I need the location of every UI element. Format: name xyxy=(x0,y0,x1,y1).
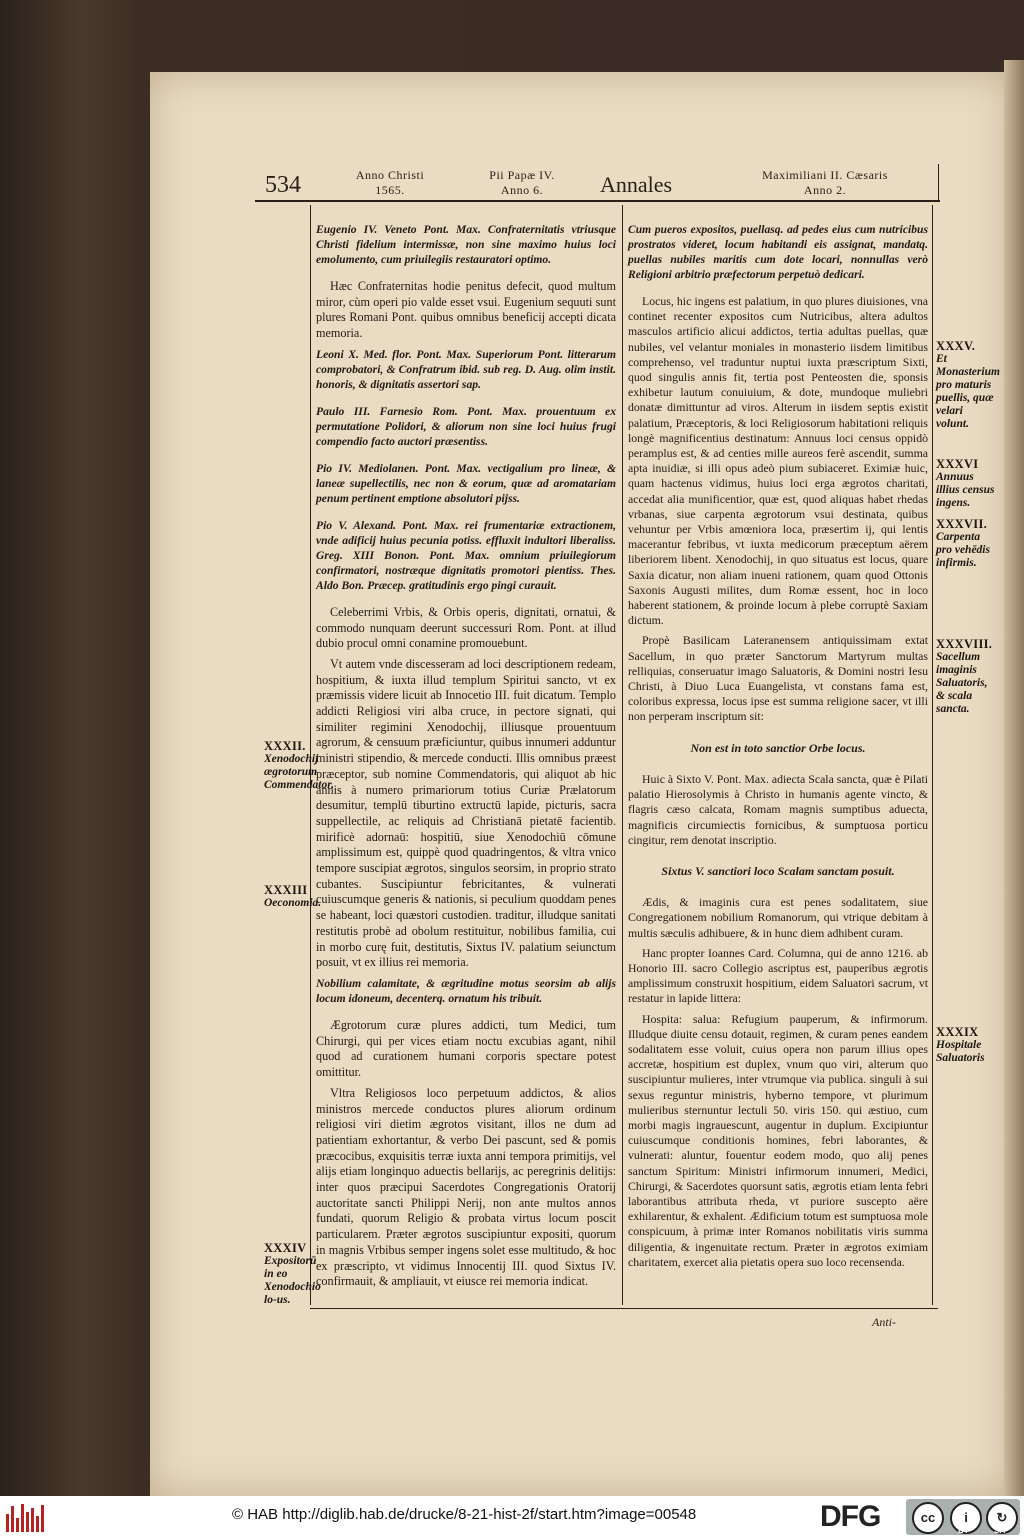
inscription-paragraph: Pio V. Alexand. Pont. Max. rei frumentariæ extractionem, vnde adificij huius pecunia potiss. effluxit indultori liberaliss. Greg. XIII Bonon. Pont. Max. omnium priuilegiorum confirmatori, nostræque dignitatis promotori pientiss. Thes. Aldo Bon. Præcep. gratitudinis ergo pingi curauit. xyxy=(316,518,616,592)
header-emperor xyxy=(720,168,930,198)
inscription-paragraph: Cum pueros expositos, puellasq. ad pedes eius cum nutricibus prostratos videret, locum habitandi eis assignat, mandatq. puellas nubiles maritis cum dote locari, nonnullas verò Religioni arbitrio præfectorum perpetuò dedicari. xyxy=(628,223,928,281)
body-paragraph: Huic à Sixto V. Pont. Max. adiecta Scala sancta, quæ è Pilati palatio Hierosolymis à Christo in humanis agente vincto, & flagris cæso calcata, Romam magnis sumptibus aduecta, magnificis circumiectis fornicibus, & sumptuosa porticu cingitur, rem denotat inscriptio. xyxy=(628,771,928,847)
body-paragraph: Hæc Confraternitas hodie penitus defecit, quod multum miror, cùm operi pio valde esset vsui. Eugenium sequuti sunt plures Romani Pont. quibus omnibus beneficij accepti dicata memoria. xyxy=(316,279,616,341)
inscription-paragraph: Paulo III. Farnesio Rom. Pont. Max. prouentuum ex permutatione Polidori, & aliorum non sine loci huius frugi compendio facto auctori præsentiss. xyxy=(316,404,616,448)
body-paragraph: Ædis, & imaginis cura est penes sodalitatem, siue Congregationem nobilium Romanorum, qui vtrique debitam à multis sæculis adhibuere, & in hunc diem adhibent curam. xyxy=(628,895,928,940)
header-anno-christi xyxy=(330,168,450,198)
margin-note-number: XXXV. xyxy=(936,339,976,353)
right-margin-rule xyxy=(932,205,933,1305)
margin-note-number: XXXVII. xyxy=(936,517,988,531)
cc-icon: cc xyxy=(912,1502,944,1534)
margin-note-text: Hospitale Saluatoris xyxy=(936,1039,985,1064)
page-number: 534 xyxy=(265,172,301,198)
dfg-logo[interactable]: DFG xyxy=(820,1500,881,1533)
anno-christi-label: Anno Christi xyxy=(355,168,425,182)
footer-rule xyxy=(310,1308,938,1309)
margin-note-number: XXXIV xyxy=(264,1241,307,1255)
margin-note-text: Sacellum imaginis Saluatoris, & scala sancta. xyxy=(936,651,988,715)
margin-note-text: Expositorū in eo Xenodochio lo-us. xyxy=(264,1255,321,1306)
body-paragraph: Hanc propter Ioannes Card. Columna, qui de anno 1216. ab Honorio III. sacro Collegio ascriptus est, pauperibus ægrotis amplissimum construxit hospitium, eidem Saluatori sacrum, vt restatur in lapide littera: xyxy=(628,945,928,1006)
person-attribution-icon: i xyxy=(950,1502,982,1534)
body-paragraph: Vltra Religiosos loco perpetuum addictos, & alios ministros mercede conductos plures aliorum ordinum religiosi viri dietim ægrotos visitant, illos ne dum ad patientiam exhortantur, & verbo Dei pascunt, sed & pomis præcocibus, exquisitis terræ iuxta anni tempora primitijs, vel alijs etiam longinquo aduectis bellarijs, ac peregrinis delitijs: inter quos præcipui Sacerdotes Congregationis Oratorij auctoritate sancti Philippi Nerij, non ante multos annos fundati, quorum Religio & probata virtus locum poscit particularem. Præter ægrotos suscipiuntur expositi, quorum in magnis Vrbibus semper ingens solet esse multitudo, & hoc ex præscripto, vt vidimus Innocentij III. quod Sixtus IV. confirmauit, & ampliauit, vt eiusce rei memoria indicat. xyxy=(316,1085,616,1289)
margin-note-number: XXXIII xyxy=(264,883,308,897)
share-alike-icon: ↻ xyxy=(986,1502,1018,1534)
anno-year: 1565. xyxy=(375,183,405,197)
margin-note-text: Carpenta pro vehēdis infirmis. xyxy=(936,531,990,569)
margin-note-text: Annuus illius census ingens. xyxy=(936,471,995,509)
margin-note-number: XXXVIII. xyxy=(936,637,993,651)
margin-note-number: XXXIX xyxy=(936,1025,979,1039)
emperor-label: Maximiliani II. Cæsaris xyxy=(762,168,888,182)
inscription-paragraph: Eugenio IV. Veneto Pont. Max. Confraternitatis vtriusque Christi fidelium intermissæ, non sine maximo huius loci emolumento, cum priuilegiis restauratori optimo. xyxy=(316,223,616,266)
inscription-paragraph: Leoni X. Med. flor. Pont. Max. Superiorum Pont. litterarum comprobatori, & Confratrum ibid. sub reg. D. Aug. olim instit. honoris, & dignitatis assertori sap. xyxy=(316,347,616,391)
inscription-line: Non est in toto sanctior Orbe locus. xyxy=(690,740,866,755)
margin-note-36 xyxy=(936,458,996,510)
body-paragraph: Ægrotorum curæ plures addicti, tum Medici, tum Chirurgi, qui per vices etiam noctu excubias agant, nihil quod ad curationem humani corporis spectare potest omittitur. xyxy=(316,1017,616,1080)
left-text-column xyxy=(316,222,616,1295)
running-title: Annales xyxy=(600,172,673,197)
margin-note-35 xyxy=(936,339,1000,431)
margin-note-number: XXXII. xyxy=(264,739,306,753)
margin-note-text: Xenodochij ægrotorum Commendator. xyxy=(264,753,334,791)
cc-by-label: BY xyxy=(958,1526,970,1535)
pope-year: Anno 6. xyxy=(500,183,544,197)
body-paragraph: Locus, hic ingens est palatium, in quo plures diuisiones, vna continet recenter expositos cum Nutricibus, altera adultos masculos artificio alicui addictos, tertia adultas puellas, quæ nubiles, vel velantur moniales in monasterio iisdem limitibus comprehenso, vel traduntur nuptui iuxta præscriptum Sixti, quod singulis annis fit, tertia post Penteosten die, sponsis exhibetur lautum conuiuium, & dote, mundoque muliebri donatæ dimittuntur ad viros. Alterum in iisdem septis existit palatium, Præceptoris, & loci Religiosorum habitationi reliquis longè magnificentius destinatum: Annuus loci census oppidò peramplus est, & ad centies mille aureos ferè ascendit, summa apta inuidiæ, si illi opus adeò pium subiaceret. Eximiæ huic, quam hactenus vidimus, huius loci erga ægrotos charitati, accedat alia munificentior, quæ est, quod aliquas habet rhedas vrbanas, siue carpenta ægrotorum vsui destinata, quibus vehuntur per Vrbis amœniora loca, præsertim ij, qui lentis macerantur febribus, vt iuxta medicorum præceptum aërem liberiorem libent. Xenodochij, in quo situatus est locus, quare Saxia dicatur, non aliam inueni rationem, quam quod Ottonis Saxonis Augusti milites, dum Romæ essent, hoc in loco haberent stationem, & proinde locum à plebe corruptè Saxiam dictum. xyxy=(628,294,928,628)
header-right-rule xyxy=(938,164,939,202)
right-text-column xyxy=(628,222,928,1275)
margin-note-39 xyxy=(936,1026,996,1065)
body-paragraph: Propè Basilicam Lateranensem antiquissimam extat Sacellum, in quo præter Sanctorum Martyrum multas relliquias, conseruatur imago Saluatoris, & Domini nostri Iesu Christi, à Diuo Luca Euangelista, vt constans fama est, coloribus expressa, locus ipse est summa religione sacer, vt illi non perperam inscriptum sit: xyxy=(628,633,928,724)
header-rule xyxy=(255,200,940,202)
body-paragraph: Hospita: salua: Refugium pauperum, & infirmorum. Illudque diuite censu dotauit, regimen, & curam penes eandem sodalitatem esse voluit, cuius opera non parum illius opes accretæ, hospitium est duplex, vnum quo viri, alterum quo suscipiuntur mulieres, inter vtrumque via publica. singuli à sui sexus reguntur ministris, hyberno tempore, vt plurimum mulieribus sternuntur lectuli 50. viris 150. qui æstiuo, cum morbi magis ingrauescunt, augentur in duplum. Excipiuntur cuiuscumque conditionis homines, febri laborantes, & vulnerati: aluntur, fouentur eodem modo, quo alij penes sanctum Spiritum: Ministri infirmorum innumeri, Medici, Chirurgi, & Sacerdotes quorsunt satis, ægrotis etiam lenta febri laborantibus attributa rheda, vt puriore suscepto aëre exhilarentur, & exhalent. Ædificium totum est sumptuosa mole conspicuum, à primæ inter Romanos nobilitatis viris summa diligentia, & ingenuitate rectum. Præter in ægrotos eximiam charitatem, exercet alia pietatis opera suo loco recensenda. xyxy=(628,1011,928,1269)
body-paragraph: Celeberrimi Vrbis, & Orbis operis, dignitati, ornatui, & commodo nunquam deerunt successuri Rom. Pont. at illud dubio procul omni conamine promouebunt. xyxy=(316,604,616,651)
body-paragraph: Vt autem vnde discesseram ad loci descriptionem redeam, hospitium, & iuxta illud templum Spiritui sancto, vt ex præmissis videre licuit ab Innocetio III. fuit dicatum. Templo addicti Religiosi viri alba cruce, in pectore signati, qui similiter regimini Xenodochij, illiusque prouentuum agrorum, & censuum præficiuntur, quibus innumeri adduntur ministri stipendio, & mercede conducti. Illis omnibus præest præceptor, sub nomine Commendatoris, qui aliquot ab hic annis à numero primariorum totius Curiæ Prælatorum desumitur, templū tiburtino extructū lapide, picturis, sacra suppellectile, ac reliquis ad Christianā pietatē facientib. mirificè adornaū: hospitiū, siue Xenodochiū cōmune amplissimum est, quippè quod quadringentos, & vltra vnico tempore suscipiat ægrotos, singulos seorsim, in proprio strato cubantes. Suscipiuntur febricitantes, & vulnerati cuiuscumque generis & nationis, si peculium quoddam penes se habeant, loci quæstori custodien. traditur, illudque sanitati restitutis probè ad obolum restituitur, nobilibus familia, cui in morbo curę fuit, destitutis, Sixtus IV. palatium seiunctum posuit, vt ex illius rei memoria. xyxy=(316,656,616,970)
copyright-link[interactable]: © HAB http://diglib.hab.de/drucke/8-21-hist-2f/start.htm?image=00548 xyxy=(232,1506,697,1523)
inscription-paragraph: Pio IV. Mediolanen. Pont. Max. vectigalium pro lineæ, & laneæ supellectilis, nec non & eorum, quæ ad aromatariam penum pertinent emptione absolutori pijss. xyxy=(316,461,616,505)
inscription-line: Sixtus V. sanctiori loco Scalam sanctam posuit. xyxy=(661,863,895,878)
hab-logo-icon[interactable] xyxy=(6,1502,46,1532)
margin-note-number: XXXVI xyxy=(936,457,979,471)
margin-note-32 xyxy=(264,739,334,792)
margin-note-34 xyxy=(264,1241,321,1307)
emperor-year: Anno 2. xyxy=(803,183,847,197)
margin-note-text: Oeconomia. xyxy=(264,897,322,909)
pope-label: Pii Papæ IV. xyxy=(489,168,555,182)
inscription-paragraph: Nobilium calamitate, & ægritudine motus seorsim ab alijs locum idoneum, decenterq. ornatum his tribuit. xyxy=(316,976,616,1005)
cc-sa-label: SA xyxy=(994,1526,1006,1535)
margin-note-text: Et Monasterium pro maturis puellis, quæ velari volunt. xyxy=(936,353,1000,430)
margin-note-38 xyxy=(936,638,996,716)
margin-note-37 xyxy=(936,518,996,570)
center-column-rule xyxy=(622,205,623,1305)
catchword: Anti- xyxy=(872,1315,896,1329)
margin-note-33 xyxy=(264,883,322,910)
page-edge xyxy=(1004,60,1024,1496)
header-pope xyxy=(462,168,582,198)
